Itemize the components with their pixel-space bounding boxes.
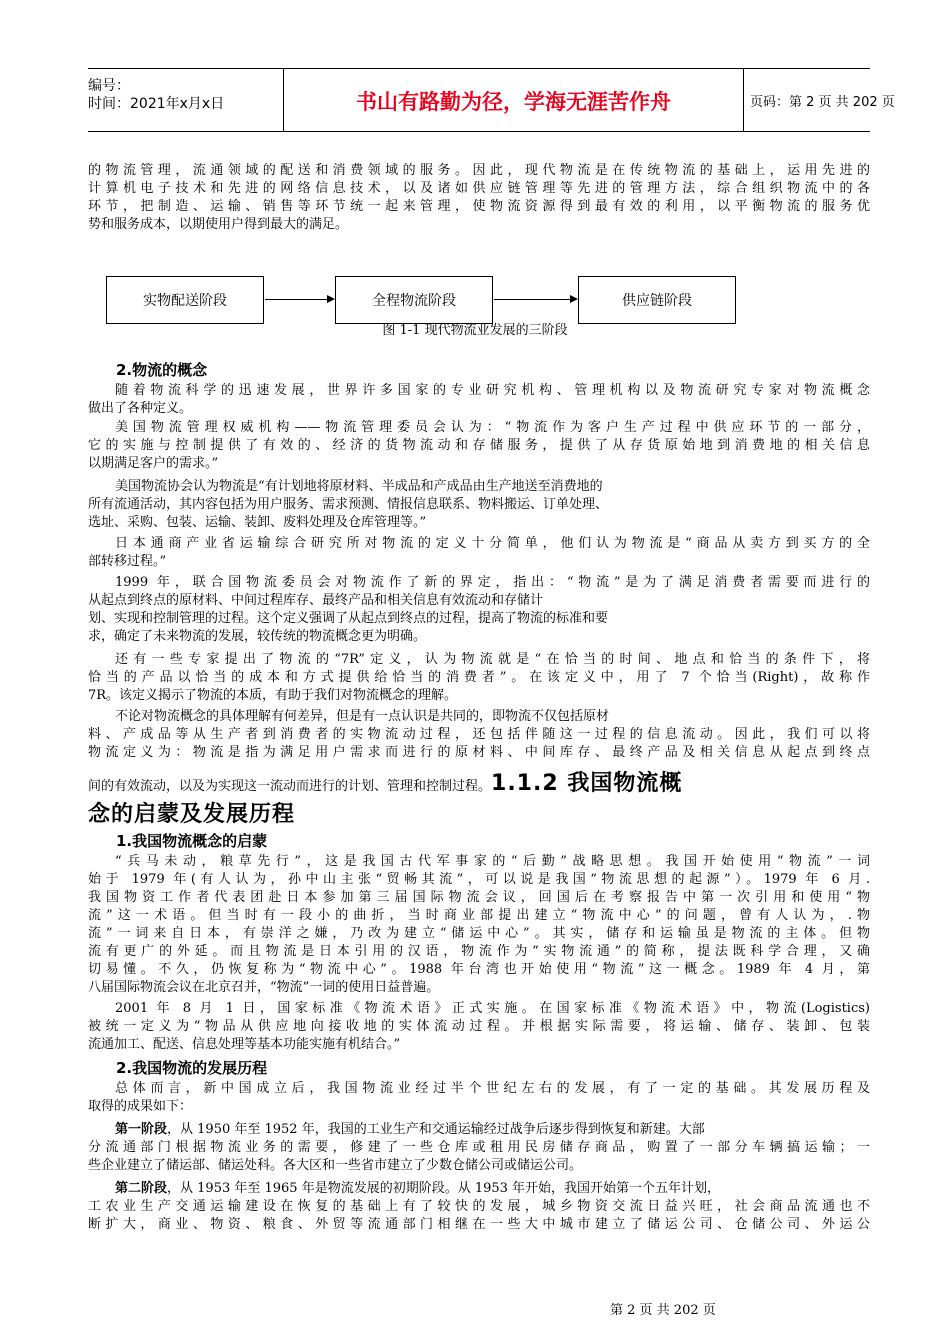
paragraph-line: 取得的成果如下： — [88, 1099, 193, 1114]
header-time: 时间：2021年x月x日 — [88, 96, 225, 112]
subsection-title-112-part1: 1.1.2 我国物流概 — [491, 771, 683, 796]
paragraph-line: 第一阶段，从 1950 年至 1952 年，我国的工业生产和交通运输经过战争后逐步得到恢复和新建。大部 — [115, 1122, 705, 1137]
paragraph-line: 我国物资工作者代表团赴日本参加第三届国际物流会议，回国后在考察报告中第一次引用和使用“物 — [88, 890, 870, 905]
flow-box-physical-distribution: 实物配送阶段 — [106, 276, 264, 324]
section-heading-development-history: 2.我国物流的发展历程 — [116, 1059, 268, 1077]
header-page-number: 页码：第 2 页 共 202 页 — [750, 95, 895, 110]
paragraph-line: 始于 1979 年(有人认为，孙中山主张“贸畅其流”，可以说是我国“物流思想的起源”）。1979 年 6 月. — [88, 872, 870, 887]
paragraph-line: 选址、采购、包装、运输、装卸、废料处理及仓库管理等。” — [88, 515, 427, 530]
section-heading-concept-origin: 1.我国物流概念的启蒙 — [116, 832, 268, 850]
paragraph-line: 总体而言，新中国成立后，我国物流业经过半个世纪左右的发展，有了一定的基础。其发展历程及 — [115, 1081, 870, 1096]
paragraph-line: 美国物流管理权威机构——物流管理委员会认为：“物流作为客户生产过程中供应环节的一部分， — [115, 420, 870, 435]
header-meta — [88, 69, 284, 132]
paragraph-line: 以期满足客户的需求。” — [88, 456, 219, 471]
paragraph-line: 料、产成品等从生产者到消费者的实物流动过程，还包括伴随这一过程的信息流动。因此，我们可以将 — [88, 727, 870, 742]
flow-box-total-logistics: 全程物流阶段 — [335, 276, 493, 324]
paragraph-line: 分流通部门根据物流业务的需要，修建了一些仓库或租用民房储存商品，购置了一部分车辆搞运输；一 — [88, 1140, 870, 1155]
intro-line: 势和服务成本，以期使用户得到最大的满足。 — [88, 217, 349, 232]
paragraph-line: 日本通商产业省运输综合研究所对物流的定义十分简单，他们认为物流是“商品从卖方到买方的全 — [115, 536, 870, 551]
header-motto: 书山有路勤为径，学海无涯苦作舟 — [283, 69, 744, 132]
paragraph-line: 断扩大，商业、物资、粮食、外贸等流通部门相继在一些大中城市建立了储运公司、仓储公司、外运公 — [88, 1217, 870, 1232]
flow-arrow-icon — [494, 299, 576, 300]
paragraph-line: 还有一些专家提出了物流的“7R”定义，认为物流就是“在恰当的时间、地点和恰当的条件下，将 — [115, 652, 870, 667]
paragraph-line: 八届国际物流会议在北京召并，“物流”一词的使用日益普遍。 — [88, 980, 440, 995]
paragraph-line: 部转移过程。” — [88, 554, 167, 569]
paragraph-line: 随着物流科学的迅速发展，世界许多国家的专业研究机构、管理机构以及物流研究专家对物流概念 — [115, 383, 870, 398]
paragraph-line: “兵马未动，粮草先行”，这是我国古代军事家的“后勤”战略思想。我国开始使用“物流”一词 — [115, 854, 870, 869]
paragraph-line: 求，确定了未来物流的发展，较传统的物流概念更为明确。 — [88, 629, 427, 644]
paragraph-line: 美国物流协会认为物流是“有计划地将原材料、半成品和产成品由生产地送至消费地的 — [115, 479, 603, 494]
paragraph-line: 7R。该定义揭示了物流的本质，有助于我们对物流概念的理解。 — [88, 688, 458, 703]
paragraph-line: 从起点到终点的原材料、中间过程库存、最终产品和相关信息有效流动和存储计 — [88, 593, 544, 608]
intro-line: 的物流管理，流通领域的配送和消费领域的服务。因此，现代物流是在传统物流的基础上，运用先进的 — [88, 163, 870, 178]
paragraph-line: 做出了各种定义。 — [88, 401, 193, 416]
paragraph-line: 不论对物流概念的具体理解有何差异，但是有一点认识是共同的，即物流不仅包括原材 — [115, 709, 610, 724]
paragraph-line: 流”一词来自日本，有崇洋之嫌，乃改为建立“储运中心”。其实，储存和运输虽是物流的主体。但物 — [88, 926, 870, 941]
paragraph-line: 切易懂。不久，仍恢复称为“物流中心”。1988 年台湾也开始使用“物流”这一概念。1989 年 4 月，第 — [88, 962, 870, 977]
paragraph-line: 第二阶段，从 1953 年至 1965 年是物流发展的初期阶段。从 1953 年开始，我国开始第一个五年计划， — [115, 1181, 721, 1196]
subsection-title-112-part2: 念的启蒙及发展历程 — [88, 802, 296, 827]
stage-label: 第二阶段 — [115, 1181, 168, 1196]
page-footer: 第 2 页 共 202 页 — [610, 1303, 716, 1318]
section-heading-logistics-concept: 2.物流的概念 — [116, 361, 208, 379]
paragraph-line: 流”这一术语。但当时有一段小的曲折，当时商业部提出建立“物流中心”的问题，曾有人认为，.物 — [88, 908, 870, 923]
flow-box-supply-chain: 供应链阶段 — [578, 276, 736, 324]
paragraph-line: 些企业建立了储运部、储运处科。各大区和一些省市建立了少数仓储公司或储运公司。 — [88, 1158, 583, 1173]
paragraph-line: 间的有效流动，以及为实现这一流动而进行的计划、管理和控制过程。 — [88, 779, 492, 794]
paragraph-line: 物流定义为：物流是指为满足用户需求而进行的原材料、中间库存、最终产品及相关信息从起点到终点 — [88, 745, 870, 760]
paragraph-line: 流通加工、配送、信息处理等基本功能实施有机结合。” — [88, 1037, 401, 1052]
paragraph-line: 恰当的产品以恰当的成本和方式提供给恰当的消费者”。在该定义中，用了 7 个恰当(Right)，故称作 — [88, 670, 870, 685]
paragraph-line: 工农业生产交通运输建设在恢复的基础上有了较快的发展，城乡物资交流日益兴旺，社会商品流通也不 — [88, 1199, 870, 1214]
header-number: 编号： — [88, 78, 130, 94]
page-header — [88, 68, 895, 132]
paragraph-line: 划、实现和控制管理的过程。这个定义强调了从起点到终点的过程，提高了物流的标准和要 — [88, 611, 609, 626]
stage-label: 第一阶段 — [115, 1122, 168, 1137]
paragraph-line-with-title — [88, 770, 870, 801]
paragraph-line: 1999 年，联合国物流委员会对物流作了新的界定，指出：“物流”是为了满足消费者需要而进行的 — [115, 575, 870, 590]
paragraph-line: 它的实施与控制提供了有效的、经济的货物流动和存储服务，提供了从存货原始地到消费地的相关信息 — [88, 438, 870, 453]
intro-line: 计算机电子技术和先进的网络信息技术，以及诸如供应链管理等先进的管理方法，综合组织物流中的各 — [88, 181, 870, 196]
figure-caption: 图 1-1 现代物流业发展的三阶段 — [382, 323, 568, 338]
paragraph-line: 流有更广的外延。而且物流是日本引用的汉语，物流作为“实物流通”的简称，提法既科学合理，又确 — [88, 944, 870, 959]
intro-line: 环节，把制造、运输、销售等环节统一起来管理，使物流资源得到最有效的利用，以平衡物流的服务优 — [88, 199, 870, 214]
paragraph-line: 所有流通活动，其内容包括为用户服务、需求预测、情报信息联系、物料搬运、订单处理、 — [88, 497, 609, 512]
paragraph-line: 2001 年 8 月 1 日，国家标准《物流术语》正式实施。在国家标准《物流术语》中，物流(Logistics) — [115, 1001, 870, 1016]
paragraph-line: 被统一定义为“物品从供应地向接收地的实体流动过程。并根据实际需要，将运输、储存、装卸、包装 — [88, 1019, 870, 1034]
flow-arrow-icon — [265, 299, 333, 300]
